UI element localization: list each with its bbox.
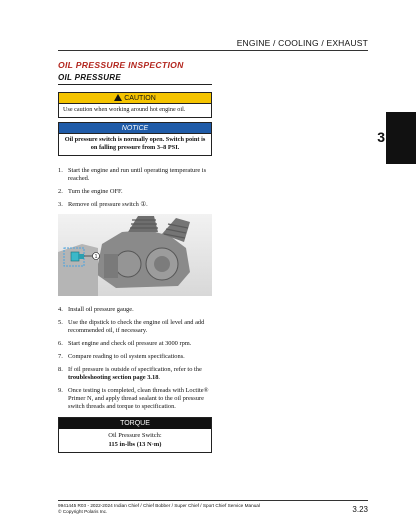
step-text-lead: If oil pressure is outside of specification, refer to the <box>68 366 202 373</box>
section-subtitle: OIL PRESSURE <box>58 73 212 85</box>
step-number: 2. <box>58 188 63 195</box>
torque-box <box>58 417 212 453</box>
procedure-steps-continued <box>58 306 212 411</box>
step-text: Start the engine and run until operating temperature is reached. <box>68 167 207 182</box>
step-text: Compare reading to oil system specifications. <box>68 353 185 360</box>
callout-number: 1 <box>94 254 98 261</box>
step-number: 3. <box>58 201 63 208</box>
footer-copyright: © Copyright Polaris Inc. <box>58 509 108 514</box>
step-text: Use the dipstick to check the engine oil level and add recommended oil, if necessary. <box>68 319 205 334</box>
footer-rule <box>58 500 368 501</box>
step-number: 6. <box>58 340 63 347</box>
warning-triangle-icon <box>114 94 122 101</box>
caution-label: CAUTION <box>124 95 156 102</box>
step-number: 4. <box>58 306 63 313</box>
header-rule <box>58 50 368 51</box>
step-item <box>58 387 212 411</box>
chapter-tab <box>386 112 416 164</box>
notice-text: Oil pressure switch is normally open. Switch point is on falling pressure from 3–8 PSI. <box>64 136 206 151</box>
caution-box <box>58 92 212 118</box>
step-item <box>58 340 212 348</box>
step-item <box>58 306 212 314</box>
step-item <box>58 319 212 335</box>
caution-header <box>59 93 211 104</box>
notice-label: NOTICE <box>59 123 211 134</box>
engine-photo <box>58 214 212 296</box>
step-number: 5. <box>58 319 63 326</box>
procedure-steps <box>58 167 212 209</box>
chapter-number: 3 <box>377 129 385 145</box>
footer-text <box>58 503 260 515</box>
step-item <box>58 353 212 361</box>
footer-manual-title: 9941445 R03 - 2022-2024 Indian Chief / Chief Bobber / Super Chief / Sport Chief Service Manual <box>58 503 260 508</box>
step-text: Once testing is completed, clean threads with Loctite® Primer N, and apply thread sealant to the oil pressure switch threads and torque to specification. <box>68 387 209 410</box>
troubleshooting-reference: troubleshooting section page 3.18 <box>68 374 159 381</box>
main-content <box>58 60 212 453</box>
caution-text: Use caution when working around hot engine oil. <box>63 106 186 113</box>
step-text: Install oil pressure gauge. <box>68 306 134 313</box>
step-item <box>58 201 212 209</box>
torque-item-name: Oil Pressure Switch: <box>108 432 162 439</box>
step-item <box>58 167 212 183</box>
notice-box <box>58 122 212 156</box>
step-item <box>58 366 212 382</box>
engine-illustration <box>58 214 212 296</box>
page-header-title: ENGINE / COOLING / EXHAUST <box>236 38 368 48</box>
page-number: 3.23 <box>352 505 368 514</box>
step-number: 7. <box>58 353 63 360</box>
step-number: 8. <box>58 366 63 373</box>
step-text: Remove oil pressure switch ①. <box>68 201 148 208</box>
step-number: 1. <box>58 167 63 174</box>
step-text: Start engine and check oil pressure at 3000 rpm. <box>68 340 192 347</box>
step-text-tail: . <box>158 374 161 381</box>
step-item <box>58 188 212 196</box>
torque-value: 115 in-lbs (13 N·m) <box>108 440 162 448</box>
step-text: Turn the engine OFF. <box>68 188 123 195</box>
section-title: OIL PRESSURE INSPECTION <box>58 60 184 70</box>
torque-spec <box>59 429 211 452</box>
torque-label: TORQUE <box>59 418 211 429</box>
step-number: 9. <box>58 387 63 394</box>
step-text <box>68 366 212 382</box>
